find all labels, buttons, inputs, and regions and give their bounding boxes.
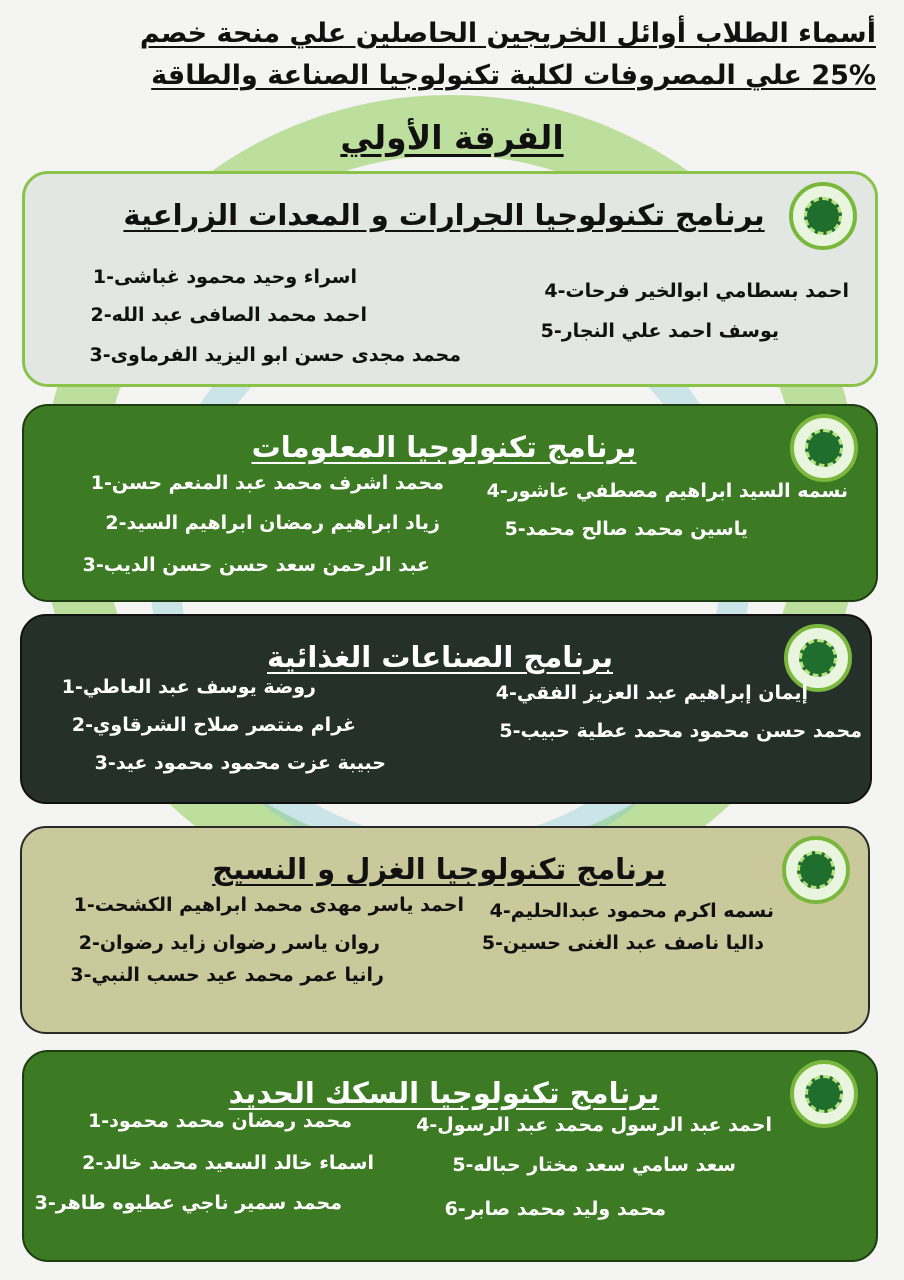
program-card-railways bbox=[22, 1050, 878, 1262]
year-heading: الفرقة الأولي bbox=[340, 118, 564, 157]
program-title: برنامج تكنولوجيا السكك الحديد bbox=[228, 1076, 660, 1110]
student-name: احمد عبد الرسول محمد عبد الرسول-4 bbox=[416, 1114, 772, 1136]
student-name: محمد سمير ناجي عطيوه طاهر-3 bbox=[34, 1192, 342, 1214]
program-title: برنامج الصناعات الغذائية bbox=[267, 640, 613, 674]
student-name: نسمه السيد ابراهيم مصطفي عاشور-4 bbox=[486, 480, 848, 502]
student-name: احمد بسطامي ابوالخير فرحات-4 bbox=[544, 280, 849, 302]
student-name: داليا ناصف عبد الغنى حسين-5 bbox=[481, 932, 764, 954]
program-card-spinning-weaving bbox=[20, 826, 870, 1034]
student-name: إيمان إبراهيم عبد العزيز الفقي-4 bbox=[495, 682, 808, 704]
student-name: احمد محمد الصافى عبد الله-2 bbox=[90, 304, 367, 326]
student-name: محمد وليد محمد صابر-6 bbox=[444, 1198, 666, 1220]
page-title-line-2: 25% علي المصروفات لكلية تكنولوجيا الصناعة والطاقة bbox=[151, 60, 876, 91]
program-title: برنامج تكنولوجيا الغزل و النسيج bbox=[212, 852, 666, 886]
university-logo-icon bbox=[790, 1060, 858, 1128]
program-card-tractors bbox=[22, 171, 878, 387]
program-card-food-industries bbox=[20, 614, 872, 804]
student-name: روضة يوسف عبد العاطي-1 bbox=[61, 676, 316, 698]
student-name: احمد ياسر مهدى محمد ابراهيم الكشحت-1 bbox=[73, 894, 464, 916]
student-name: اسراء وحيد محمود غباشى-1 bbox=[92, 266, 357, 288]
student-name: زياد ابراهيم رمضان ابراهيم السيد-2 bbox=[105, 512, 440, 534]
student-name: سعد سامي سعد مختار حباله-5 bbox=[452, 1154, 736, 1176]
student-name: حبيبة عزت محمود محمود عيد-3 bbox=[94, 752, 386, 774]
student-name: محمد رمضان محمد محمود-1 bbox=[88, 1110, 352, 1132]
student-name: يوسف احمد علي النجار-5 bbox=[540, 320, 779, 342]
university-logo-icon bbox=[790, 414, 858, 482]
student-name: رانيا عمر محمد عيد حسب النبي-3 bbox=[70, 964, 384, 986]
program-card-information-technology bbox=[22, 404, 878, 602]
university-logo-icon bbox=[789, 182, 857, 250]
student-name: محمد مجدى حسن ابو اليزيد الفرماوى-3 bbox=[89, 344, 461, 366]
page-title-line-1: أسماء الطلاب أوائل الخريجين الحاصلين علي منحة خصم bbox=[139, 18, 876, 49]
student-name: اسماء خالد السعيد محمد خالد-2 bbox=[82, 1152, 374, 1174]
student-name: روان ياسر رضوان زايد رضوان-2 bbox=[78, 932, 380, 954]
student-name: غرام منتصر صلاح الشرقاوي-2 bbox=[71, 714, 356, 736]
student-name: نسمه اكرم محمود عبدالحليم-4 bbox=[489, 900, 774, 922]
student-name: محمد حسن محمود محمد عطية حبيب-5 bbox=[499, 720, 862, 742]
student-name: محمد اشرف محمد عبد المنعم حسن-1 bbox=[90, 472, 444, 494]
student-name: عبد الرحمن سعد حسن حسن الديب-3 bbox=[82, 554, 430, 576]
university-logo-icon bbox=[782, 836, 850, 904]
program-title: برنامج تكنولوجيا المعلومات bbox=[251, 430, 637, 464]
program-title: برنامج تكنولوجيا الجرارات و المعدات الزراعية bbox=[123, 198, 765, 232]
student-name: ياسين محمد صالح محمد-5 bbox=[504, 518, 748, 540]
